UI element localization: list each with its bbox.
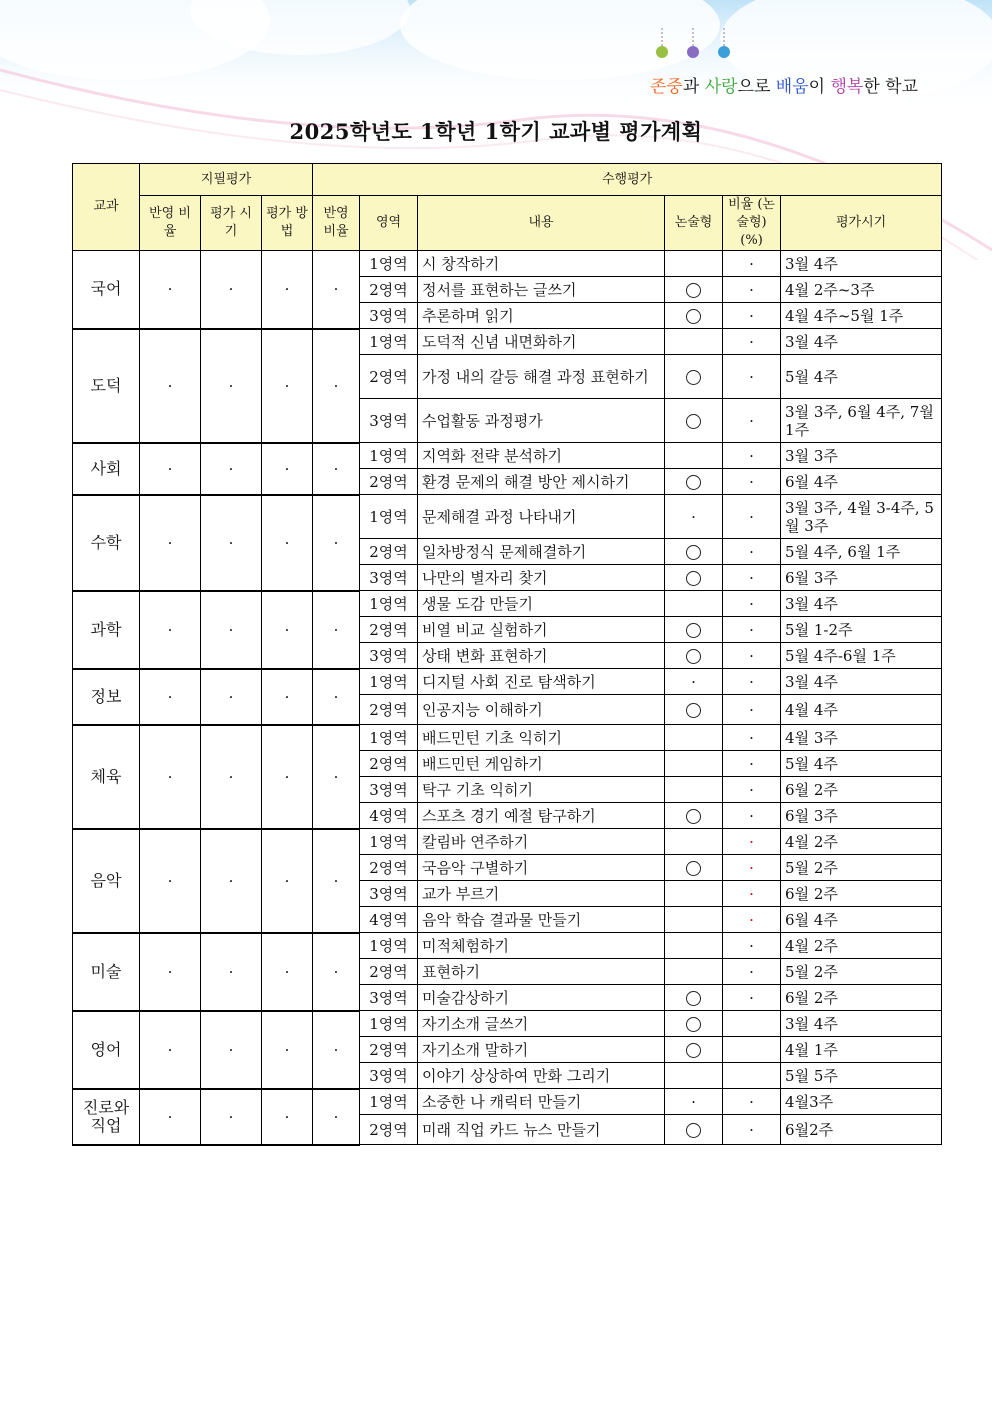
subject-name: 정보 xyxy=(73,669,140,725)
area-cell: 1영역 xyxy=(360,251,418,277)
essay-ratio-cell: · xyxy=(723,829,781,855)
area-cell: 2영역 xyxy=(360,695,418,725)
content-cell: 미적체험하기 xyxy=(418,933,665,959)
placeholder-dot: · xyxy=(262,443,313,495)
motto-part: 행복 xyxy=(830,77,864,97)
essay-circle-icon xyxy=(686,991,701,1006)
area-cell: 1영역 xyxy=(360,933,418,959)
motto-part: 으로 xyxy=(737,77,776,97)
eval-time-cell: 6월2주 xyxy=(781,1115,942,1145)
essay-cell xyxy=(665,443,723,469)
essay-ratio-cell: · xyxy=(723,959,781,985)
content-cell: 상태 변화 표현하기 xyxy=(418,643,665,669)
placeholder-dot: · xyxy=(313,1011,360,1089)
header-written-time: 평가 시기 xyxy=(201,196,262,251)
essay-cell xyxy=(665,399,723,443)
evaluation-plan-table xyxy=(72,163,942,1146)
essay-cell xyxy=(665,985,723,1011)
table-row xyxy=(73,251,942,277)
placeholder-dot: · xyxy=(140,591,201,669)
essay-ratio-cell: · xyxy=(723,251,781,277)
essay-cell: · xyxy=(665,1089,723,1115)
eval-time-cell: 4월 4주~5월 1주 xyxy=(781,303,942,329)
content-cell: 국음악 구별하기 xyxy=(418,855,665,881)
essay-circle-icon xyxy=(686,545,701,560)
area-cell: 2영역 xyxy=(360,355,418,399)
placeholder-dot: · xyxy=(201,495,262,591)
area-cell: 1영역 xyxy=(360,329,418,355)
placeholder-dot: · xyxy=(313,443,360,495)
eval-time-cell: 6월 2주 xyxy=(781,985,942,1011)
placeholder-dot: · xyxy=(201,443,262,495)
eval-time-cell: 3월 4주 xyxy=(781,251,942,277)
placeholder-dot: · xyxy=(201,669,262,725)
area-cell: 2영역 xyxy=(360,959,418,985)
eval-time-cell: 5월 4주 xyxy=(781,355,942,399)
table-row xyxy=(73,933,942,959)
area-cell: 2영역 xyxy=(360,1115,418,1145)
essay-circle-icon xyxy=(686,414,701,429)
content-cell: 소중한 나 캐릭터 만들기 xyxy=(418,1089,665,1115)
eval-time-cell: 3월 3주 xyxy=(781,443,942,469)
essay-ratio-cell: · xyxy=(723,643,781,669)
essay-cell xyxy=(665,803,723,829)
content-cell: 음악 학습 결과물 만들기 xyxy=(418,907,665,933)
placeholder-dot: · xyxy=(313,725,360,829)
placeholder-dot: · xyxy=(201,1089,262,1145)
content-cell: 탁구 기초 익히기 xyxy=(418,777,665,803)
essay-circle-icon xyxy=(686,1123,701,1138)
table-row xyxy=(73,443,942,469)
placeholder-dot: · xyxy=(313,933,360,1011)
essay-cell xyxy=(665,695,723,725)
eval-time-cell: 5월 5주 xyxy=(781,1063,942,1089)
area-cell: 1영역 xyxy=(360,1011,418,1037)
header-content: 내용 xyxy=(418,196,665,251)
essay-circle-icon xyxy=(686,809,701,824)
area-cell: 3영역 xyxy=(360,1063,418,1089)
essay-ratio-cell: · xyxy=(723,539,781,565)
table-row xyxy=(73,495,942,539)
essay-cell xyxy=(665,725,723,751)
essay-ratio-cell: · xyxy=(723,443,781,469)
area-cell: 4영역 xyxy=(360,803,418,829)
subject-name: 음악 xyxy=(73,829,140,933)
school-motto xyxy=(650,72,918,97)
content-cell: 추론하며 읽기 xyxy=(418,303,665,329)
area-cell: 3영역 xyxy=(360,985,418,1011)
essay-circle-icon xyxy=(686,283,701,298)
content-cell: 지역화 전략 분석하기 xyxy=(418,443,665,469)
eval-time-cell: 6월 2주 xyxy=(781,777,942,803)
placeholder-dot: · xyxy=(201,725,262,829)
essay-cell xyxy=(665,591,723,617)
essay-cell xyxy=(665,303,723,329)
content-cell: 수업활동 과정평가 xyxy=(418,399,665,443)
essay-cell xyxy=(665,777,723,803)
essay-circle-icon xyxy=(686,861,701,876)
table-row xyxy=(73,1011,942,1037)
placeholder-dot: · xyxy=(313,669,360,725)
table-row xyxy=(73,591,942,617)
placeholder-dot: · xyxy=(140,829,201,933)
area-cell: 2영역 xyxy=(360,617,418,643)
area-cell: 3영역 xyxy=(360,643,418,669)
essay-ratio-cell: · xyxy=(723,855,781,881)
placeholder-dot: · xyxy=(262,829,313,933)
area-cell: 2영역 xyxy=(360,539,418,565)
content-cell: 도덕적 신념 내면화하기 xyxy=(418,329,665,355)
essay-ratio-cell: · xyxy=(723,777,781,803)
placeholder-dot: · xyxy=(201,829,262,933)
area-cell: 1영역 xyxy=(360,591,418,617)
essay-cell xyxy=(665,355,723,399)
eval-time-cell: 4월 1주 xyxy=(781,1037,942,1063)
subject-name: 과학 xyxy=(73,591,140,669)
eval-time-cell: 5월 2주 xyxy=(781,959,942,985)
header-written-ratio: 반영 비율 xyxy=(140,196,201,251)
eval-time-cell: 5월 4주 xyxy=(781,751,942,777)
eval-time-cell: 5월 1-2주 xyxy=(781,617,942,643)
essay-ratio-cell: · xyxy=(723,1115,781,1145)
eval-time-cell: 4월 2주 xyxy=(781,829,942,855)
placeholder-dot: · xyxy=(140,1089,201,1145)
placeholder-dot: · xyxy=(140,725,201,829)
eval-time-cell: 6월 2주 xyxy=(781,881,942,907)
placeholder-dot: · xyxy=(262,669,313,725)
content-cell: 자기소개 말하기 xyxy=(418,1037,665,1063)
essay-cell xyxy=(665,643,723,669)
essay-ratio-cell: · xyxy=(723,907,781,933)
header-performance-ratio: 반영 비율 xyxy=(313,196,360,251)
area-cell: 1영역 xyxy=(360,443,418,469)
placeholder-dot: · xyxy=(201,1011,262,1089)
decorative-dots xyxy=(650,28,740,68)
eval-time-cell: 3월 3주, 4월 3-4주, 5월 3주 xyxy=(781,495,942,539)
table-row xyxy=(73,829,942,855)
area-cell: 2영역 xyxy=(360,277,418,303)
area-cell: 4영역 xyxy=(360,907,418,933)
header-essay: 논술형 xyxy=(665,196,723,251)
essay-circle-icon xyxy=(686,703,701,718)
essay-cell: · xyxy=(665,495,723,539)
essay-ratio-cell: · xyxy=(723,1089,781,1115)
placeholder-dot: · xyxy=(201,329,262,443)
area-cell: 3영역 xyxy=(360,565,418,591)
area-cell: 3영역 xyxy=(360,303,418,329)
essay-cell xyxy=(665,855,723,881)
essay-cell xyxy=(665,565,723,591)
table-row xyxy=(73,725,942,751)
essay-cell: · xyxy=(665,669,723,695)
placeholder-dot: · xyxy=(201,591,262,669)
content-cell: 미래 직업 카드 뉴스 만들기 xyxy=(418,1115,665,1145)
subject-name: 미술 xyxy=(73,933,140,1011)
content-cell: 배드민턴 기초 익히기 xyxy=(418,725,665,751)
placeholder-dot: · xyxy=(313,829,360,933)
table-row xyxy=(73,669,942,695)
essay-cell xyxy=(665,1011,723,1037)
header-written-method: 평가 방법 xyxy=(262,196,313,251)
essay-cell xyxy=(665,933,723,959)
content-cell: 이야기 상상하여 만화 그리기 xyxy=(418,1063,665,1089)
area-cell: 3영역 xyxy=(360,777,418,803)
essay-cell xyxy=(665,539,723,565)
placeholder-dot: · xyxy=(262,251,313,329)
essay-ratio-cell: · xyxy=(723,933,781,959)
content-cell: 나만의 별자리 찾기 xyxy=(418,565,665,591)
subject-name: 국어 xyxy=(73,251,140,329)
essay-ratio-cell: · xyxy=(723,881,781,907)
placeholder-dot: · xyxy=(140,669,201,725)
essay-ratio-cell: · xyxy=(723,725,781,751)
eval-time-cell: 4월3주 xyxy=(781,1089,942,1115)
placeholder-dot: · xyxy=(262,1089,313,1145)
essay-circle-icon xyxy=(686,571,701,586)
content-cell: 인공지능 이해하기 xyxy=(418,695,665,725)
header-written-test: 지필평가 xyxy=(140,164,313,196)
subject-name: 사회 xyxy=(73,443,140,495)
essay-ratio-cell: · xyxy=(723,303,781,329)
essay-circle-icon xyxy=(686,1043,701,1058)
page-title: 2025학년도 1학년 1학기 교과별 평가계획 xyxy=(289,119,703,144)
essay-cell xyxy=(665,881,723,907)
essay-ratio-cell: · xyxy=(723,985,781,1011)
eval-time-cell: 6월 3주 xyxy=(781,565,942,591)
area-cell: 2영역 xyxy=(360,469,418,495)
content-cell: 가정 내의 갈등 해결 과정 표현하기 xyxy=(418,355,665,399)
eval-time-cell: 4월 4주 xyxy=(781,695,942,725)
placeholder-dot: · xyxy=(262,329,313,443)
content-cell: 자기소개 글쓰기 xyxy=(418,1011,665,1037)
subject-name: 진로와 직업 xyxy=(73,1089,140,1145)
essay-ratio-cell: · xyxy=(723,803,781,829)
essay-ratio-cell: · xyxy=(723,495,781,539)
eval-time-cell: 4월 2주 xyxy=(781,933,942,959)
placeholder-dot: · xyxy=(262,933,313,1011)
essay-cell xyxy=(665,751,723,777)
placeholder-dot: · xyxy=(313,329,360,443)
content-cell: 표현하기 xyxy=(418,959,665,985)
placeholder-dot: · xyxy=(140,443,201,495)
eval-time-cell: 5월 4주-6월 1주 xyxy=(781,643,942,669)
content-cell: 시 창작하기 xyxy=(418,251,665,277)
area-cell: 1영역 xyxy=(360,829,418,855)
essay-ratio-cell xyxy=(723,1037,781,1063)
area-cell: 2영역 xyxy=(360,855,418,881)
area-cell: 1영역 xyxy=(360,1089,418,1115)
content-cell: 배드민턴 게임하기 xyxy=(418,751,665,777)
placeholder-dot: · xyxy=(140,329,201,443)
essay-cell xyxy=(665,907,723,933)
area-cell: 1영역 xyxy=(360,495,418,539)
placeholder-dot: · xyxy=(140,933,201,1011)
essay-cell xyxy=(665,1037,723,1063)
essay-circle-icon xyxy=(686,309,701,324)
header-performance-test: 수행평가 xyxy=(313,164,942,196)
essay-ratio-cell: · xyxy=(723,669,781,695)
content-cell: 생물 도감 만들기 xyxy=(418,591,665,617)
area-cell: 1영역 xyxy=(360,669,418,695)
eval-time-cell: 3월 4주 xyxy=(781,1011,942,1037)
eval-time-cell: 6월 4주 xyxy=(781,907,942,933)
eval-time-cell: 3월 3주, 6월 4주, 7월 1주 xyxy=(781,399,942,443)
essay-ratio-cell: · xyxy=(723,469,781,495)
eval-time-cell: 3월 4주 xyxy=(781,329,942,355)
placeholder-dot: · xyxy=(201,933,262,1011)
essay-cell xyxy=(665,829,723,855)
eval-time-cell: 3월 4주 xyxy=(781,591,942,617)
motto-part: 한 학교 xyxy=(863,77,919,97)
table-row xyxy=(73,329,942,355)
eval-time-cell: 6월 4주 xyxy=(781,469,942,495)
placeholder-dot: · xyxy=(201,251,262,329)
essay-ratio-cell: · xyxy=(723,565,781,591)
subject-name: 도덕 xyxy=(73,329,140,443)
area-cell: 3영역 xyxy=(360,399,418,443)
content-cell: 비열 비교 실험하기 xyxy=(418,617,665,643)
placeholder-dot: · xyxy=(313,495,360,591)
content-cell: 스포츠 경기 예절 탐구하기 xyxy=(418,803,665,829)
essay-cell xyxy=(665,617,723,643)
motto-part: 이 xyxy=(808,77,831,97)
motto-part: 존중 xyxy=(650,77,683,97)
essay-ratio-cell: · xyxy=(723,751,781,777)
content-cell: 일차방정식 문제해결하기 xyxy=(418,539,665,565)
content-cell: 환경 문제의 해결 방안 제시하기 xyxy=(418,469,665,495)
table-body xyxy=(73,251,942,1145)
content-cell: 정서를 표현하는 글쓰기 xyxy=(418,277,665,303)
content-cell: 미술감상하기 xyxy=(418,985,665,1011)
placeholder-dot: · xyxy=(140,495,201,591)
eval-time-cell: 6월 3주 xyxy=(781,803,942,829)
motto-part: 배움 xyxy=(775,77,809,97)
essay-ratio-cell: · xyxy=(723,329,781,355)
essay-ratio-cell: · xyxy=(723,617,781,643)
motto-part: 사랑 xyxy=(704,77,738,97)
content-cell: 문제해결 과정 나타내기 xyxy=(418,495,665,539)
essay-ratio-cell: · xyxy=(723,695,781,725)
motto-part: 과 xyxy=(682,77,705,97)
placeholder-dot: · xyxy=(262,591,313,669)
placeholder-dot: · xyxy=(313,251,360,329)
eval-time-cell: 4월 2주~3주 xyxy=(781,277,942,303)
essay-cell xyxy=(665,1115,723,1145)
placeholder-dot: · xyxy=(140,251,201,329)
content-cell: 교가 부르기 xyxy=(418,881,665,907)
header-subject: 교과 xyxy=(73,164,140,251)
subject-name: 수학 xyxy=(73,495,140,591)
essay-circle-icon xyxy=(686,370,701,385)
essay-cell xyxy=(665,469,723,495)
area-cell: 2영역 xyxy=(360,751,418,777)
placeholder-dot: · xyxy=(313,591,360,669)
essay-circle-icon xyxy=(686,1017,701,1032)
eval-time-cell: 3월 4주 xyxy=(781,669,942,695)
placeholder-dot: · xyxy=(313,1089,360,1145)
essay-cell xyxy=(665,251,723,277)
placeholder-dot: · xyxy=(140,1011,201,1089)
placeholder-dot: · xyxy=(262,725,313,829)
header-eval-time: 평가시기 xyxy=(781,196,942,251)
table-row xyxy=(73,1089,942,1115)
eval-time-cell: 4월 3주 xyxy=(781,725,942,751)
content-cell: 칼림바 연주하기 xyxy=(418,829,665,855)
area-cell: 3영역 xyxy=(360,881,418,907)
content-cell: 디지털 사회 진로 탐색하기 xyxy=(418,669,665,695)
essay-ratio-cell: · xyxy=(723,355,781,399)
placeholder-dot: · xyxy=(262,495,313,591)
essay-circle-icon xyxy=(686,475,701,490)
subject-name: 체육 xyxy=(73,725,140,829)
eval-time-cell: 5월 4주, 6월 1주 xyxy=(781,539,942,565)
essay-cell xyxy=(665,1063,723,1089)
header-essay-ratio: 비율 (논술형) (%) xyxy=(723,196,781,251)
essay-cell xyxy=(665,329,723,355)
header-area: 영역 xyxy=(360,196,418,251)
placeholder-dot: · xyxy=(262,1011,313,1089)
essay-ratio-cell xyxy=(723,1011,781,1037)
essay-ratio-cell xyxy=(723,1063,781,1089)
eval-time-cell: 5월 2주 xyxy=(781,855,942,881)
essay-circle-icon xyxy=(686,649,701,664)
area-cell: 1영역 xyxy=(360,725,418,751)
subject-name: 영어 xyxy=(73,1011,140,1089)
essay-cell xyxy=(665,277,723,303)
essay-ratio-cell: · xyxy=(723,399,781,443)
area-cell: 2영역 xyxy=(360,1037,418,1063)
essay-ratio-cell: · xyxy=(723,277,781,303)
essay-ratio-cell: · xyxy=(723,591,781,617)
essay-circle-icon xyxy=(686,623,701,638)
essay-cell xyxy=(665,959,723,985)
